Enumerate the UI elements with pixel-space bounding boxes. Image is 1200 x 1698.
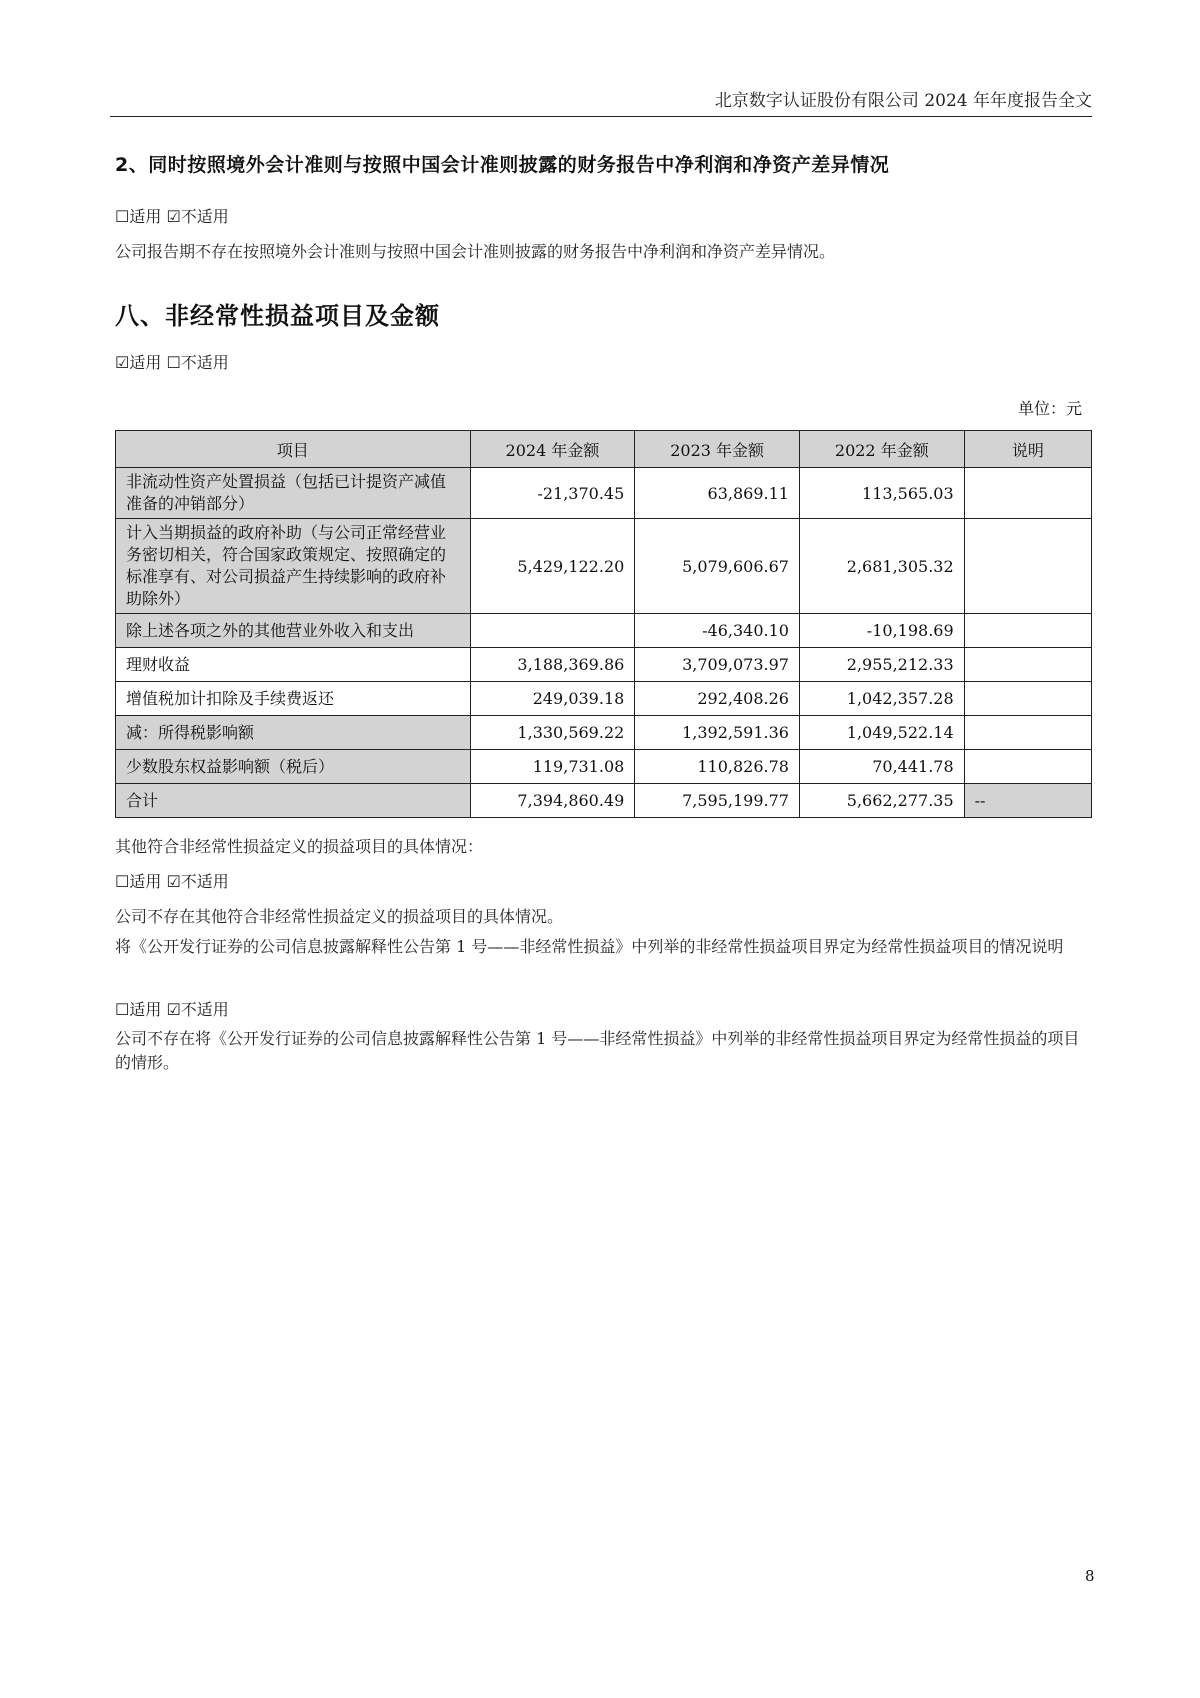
value-2024: 5,429,122.20 — [470, 519, 635, 614]
column-header: 2023 年金额 — [635, 431, 800, 468]
section-2-applicability — [115, 204, 229, 227]
row-item: 非流动性资产处置损益（包括已计提资产减值准备的冲销部分） — [116, 468, 471, 519]
value-2024: 249,039.18 — [470, 682, 635, 716]
value-2024: 7,394,860.49 — [470, 784, 635, 818]
value-2023: 1,392,591.36 — [635, 716, 800, 750]
value-2022: 1,049,522.14 — [799, 716, 964, 750]
applicable-label: 适用 — [129, 207, 162, 226]
non-recurring-gains-table — [115, 430, 1092, 818]
checkbox-icon: ☐ — [115, 872, 130, 891]
row-note — [964, 614, 1091, 648]
table-row — [116, 614, 1092, 648]
row-item: 合计 — [116, 784, 471, 818]
not-applicable-label: 不适用 — [180, 1000, 229, 1019]
checkbox-icon: ☐ — [115, 207, 130, 226]
row-item: 除上述各项之外的其他营业外收入和支出 — [116, 614, 471, 648]
table-header-row — [116, 431, 1092, 468]
checkbox-checked-icon: ☑ — [166, 1000, 181, 1019]
section-2-heading: 2、同时按照境外会计准则与按照中国会计准则披露的财务报告中净利润和净资产差异情况 — [115, 154, 890, 176]
table-row — [116, 519, 1092, 614]
column-header: 说明 — [964, 431, 1091, 468]
column-header: 2022 年金额 — [799, 431, 964, 468]
value-2024: 119,731.08 — [470, 750, 635, 784]
unit-label: 单位：元 — [1017, 399, 1082, 418]
reclassification-applicability — [115, 997, 229, 1020]
section-8-applicability — [115, 350, 229, 373]
row-note — [964, 648, 1091, 682]
value-2022: 70,441.78 — [799, 750, 964, 784]
column-header: 2024 年金额 — [470, 431, 635, 468]
not-applicable-label: 不适用 — [180, 353, 229, 372]
value-2024: -21,370.45 — [470, 468, 635, 519]
table-row — [116, 468, 1092, 519]
not-applicable-label: 不适用 — [180, 207, 229, 226]
row-item: 理财收益 — [116, 648, 471, 682]
value-2023: -46,340.10 — [635, 614, 800, 648]
value-2023: 5,079,606.67 — [635, 519, 800, 614]
value-2022: 1,042,357.28 — [799, 682, 964, 716]
value-2023: 3,709,073.97 — [635, 648, 800, 682]
section-2-statement: 公司报告期不存在按照境外会计准则与按照中国会计准则披露的财务报告中净利润和净资产差异情况。 — [115, 242, 836, 261]
value-2022: 5,662,277.35 — [799, 784, 964, 818]
row-note — [964, 468, 1091, 519]
applicable-label: 适用 — [129, 1000, 162, 1019]
value-2022: 2,955,212.33 — [799, 648, 964, 682]
checkbox-icon: ☐ — [115, 1000, 130, 1019]
row-item: 减：所得税影响额 — [116, 716, 471, 750]
applicable-label: 适用 — [129, 353, 162, 372]
value-2022: 113,565.03 — [799, 468, 964, 519]
row-note — [964, 682, 1091, 716]
value-2022: 2,681,305.32 — [799, 519, 964, 614]
checkbox-icon: ☐ — [166, 353, 181, 372]
row-note: -- — [964, 784, 1091, 818]
value-2022: -10,198.69 — [799, 614, 964, 648]
checkbox-checked-icon: ☑ — [166, 207, 181, 226]
value-2023: 292,408.26 — [635, 682, 800, 716]
other-items-statement: 公司不存在其他符合非经常性损益定义的损益项目的具体情况。 — [115, 907, 564, 926]
page-header — [110, 84, 1092, 117]
reclassification-label: 将《公开发行证券的公司信息披露解释性公告第 1 号——非经常性损益》中列举的非经常性损益项目界定为经常性损益项目的情况说明 — [115, 937, 1064, 956]
column-header: 项目 — [116, 431, 471, 468]
reclassification-statement: 公司不存在将《公开发行证券的公司信息披露解释性公告第 1 号——非经常性损益》中列举的非经常性损益项目界定为经常性损益的项目的情形。 — [115, 1029, 1080, 1072]
row-note — [964, 716, 1091, 750]
table-row — [116, 716, 1092, 750]
page-number: 8 — [1085, 1567, 1095, 1585]
row-item: 计入当期损益的政府补助（与公司正常经营业务密切相关，符合国家政策规定、按照确定的标准享有、对公司损益产生持续影响的政府补助除外） — [116, 519, 471, 614]
other-items-applicability — [115, 869, 229, 892]
applicable-label: 适用 — [129, 872, 162, 891]
section-8-heading: 八、非经常性损益项目及金额 — [115, 302, 440, 330]
value-2023: 63,869.11 — [635, 468, 800, 519]
checkbox-checked-icon: ☑ — [166, 872, 181, 891]
value-2023: 7,595,199.77 — [635, 784, 800, 818]
row-item: 增值税加计扣除及手续费返还 — [116, 682, 471, 716]
not-applicable-label: 不适用 — [180, 872, 229, 891]
table-row — [116, 750, 1092, 784]
report-title: 北京数字认证股份有限公司 2024 年年度报告全文 — [714, 91, 1092, 111]
value-2024: 1,330,569.22 — [470, 716, 635, 750]
row-note — [964, 519, 1091, 614]
checkbox-checked-icon: ☑ — [115, 353, 130, 372]
table-row — [116, 648, 1092, 682]
row-item: 少数股东权益影响额（税后） — [116, 750, 471, 784]
value-2024 — [470, 614, 635, 648]
value-2023: 110,826.78 — [635, 750, 800, 784]
table-row — [116, 682, 1092, 716]
other-items-label: 其他符合非经常性损益定义的损益项目的具体情况： — [115, 837, 484, 856]
value-2024: 3,188,369.86 — [470, 648, 635, 682]
table-total-row — [116, 784, 1092, 818]
row-note — [964, 750, 1091, 784]
